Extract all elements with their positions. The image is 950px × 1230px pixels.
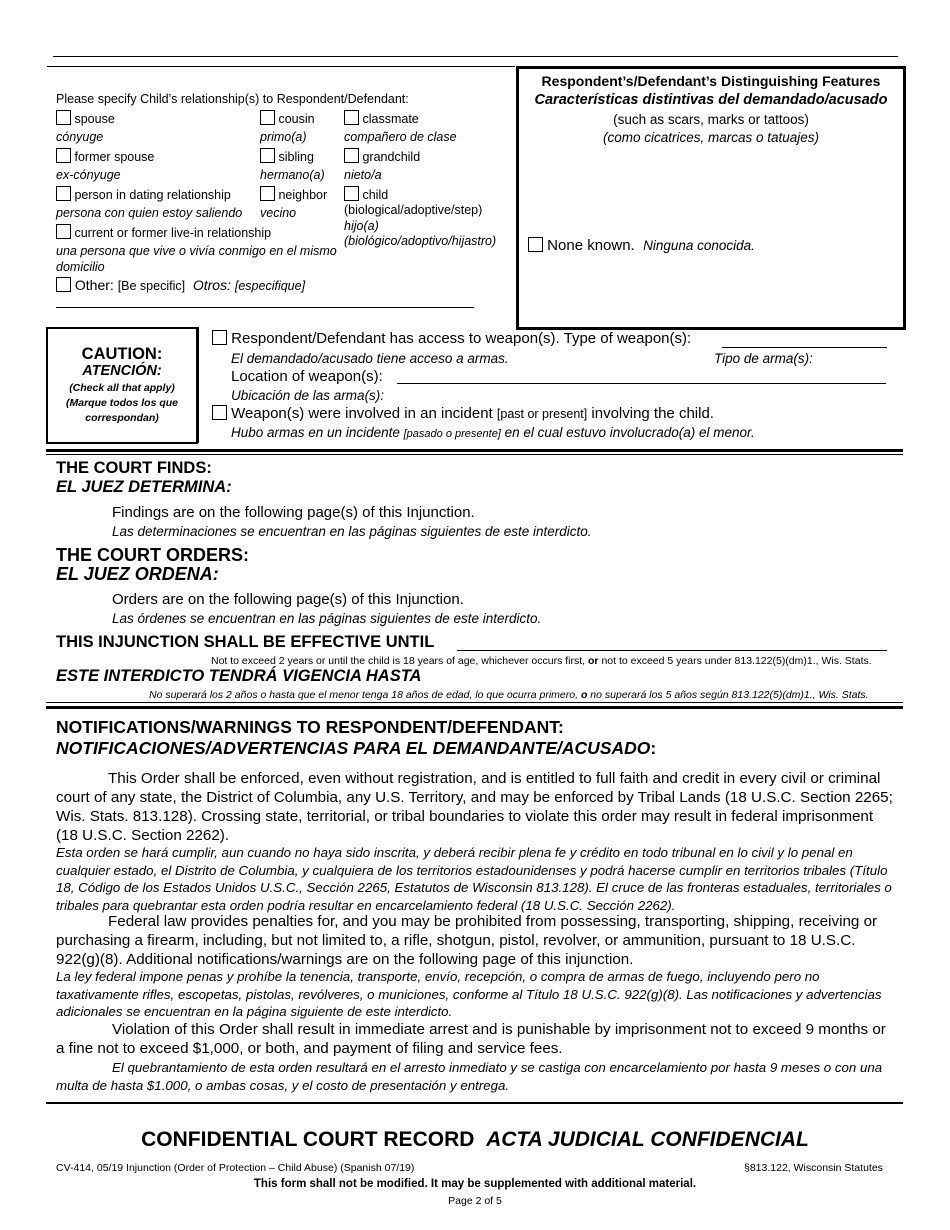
- confidential-en: CONFIDENTIAL COURT RECORD: [141, 1128, 475, 1151]
- former-spouse-option[interactable]: [56, 148, 154, 164]
- features-title-es: Características distintivas del demandado/acusado: [534, 92, 888, 108]
- option-label-es: cónyuge: [56, 130, 104, 144]
- caution-title-es: ATENCIÓN:: [82, 363, 162, 379]
- court-finds-title: THE COURT FINDS:: [56, 459, 212, 477]
- relationship-prompt: Please specify Child’s relationship(s) to Respondent/Defendant:: [56, 92, 409, 106]
- caution-title: CAUTION:: [81, 345, 163, 363]
- option-label: grandchild: [362, 150, 421, 164]
- weapon-incident-label-es: [231, 425, 755, 440]
- sibling-checkbox[interactable]: [260, 148, 275, 163]
- other-label-es: Otros:: [192, 277, 231, 293]
- cousin-checkbox[interactable]: [260, 110, 275, 125]
- court-orders-text-es: Las órdenes se encuentran en las páginas siguientes de este interdicto.: [112, 611, 542, 626]
- weapon-incident-label-b: [past or present]: [496, 407, 588, 421]
- confidential-heading: [0, 1128, 950, 1152]
- weapon-location-label: Location of weapon(s):: [231, 368, 383, 385]
- classmate-checkbox[interactable]: [344, 110, 359, 125]
- notification-p3: Violation of this Order shall result in immediate arrest and is punishable by imprisonment not to exceed 9 months or a fine not to exceed $1,000, or both, and payment of filing and service fees.: [56, 1021, 886, 1057]
- live-in-checkbox[interactable]: [56, 224, 71, 239]
- effective-note-es: [149, 689, 869, 701]
- weapon-incident-label: Weapon(s) were involved in an incident: [231, 405, 493, 422]
- option-label: child: [362, 188, 389, 202]
- option-label-es: nieto/a: [344, 168, 382, 182]
- other-option[interactable]: [56, 277, 305, 293]
- confidential-es: ACTA JUDICIAL CONFIDENCIAL: [486, 1128, 809, 1151]
- court-finds-text: Findings are on the following page(s) of this Injunction.: [112, 504, 475, 521]
- weapon-type-label-es: Tipo de arma(s):: [714, 351, 813, 366]
- option-label: current or former live-in relationship: [74, 226, 272, 240]
- other-checkbox[interactable]: [56, 277, 71, 292]
- effective-until-title: THIS INJUNCTION SHALL BE EFFECTIVE UNTIL: [56, 633, 435, 651]
- none-known-label: None known.: [547, 237, 635, 254]
- court-finds-title-es: EL JUEZ DETERMINA:: [56, 478, 232, 496]
- statute-ref: §813.122, Wisconsin Statutes: [744, 1162, 883, 1174]
- option-label: person in dating relationship: [74, 188, 231, 202]
- none-known-label-es: Ninguna conocida.: [643, 238, 755, 253]
- caution-box: [46, 327, 198, 444]
- features-title: Respondent’s/Defendant’s Distinguishing Features: [541, 73, 881, 89]
- option-label-es: hermano(a): [260, 168, 325, 182]
- weapon-incident-label-c: involving the child.: [591, 405, 714, 422]
- caution-check-note: (Check all that apply): [69, 382, 175, 394]
- effective-note-a: Not to exceed 2 years or until the child is 18 years of age, whichever occurs first,: [211, 655, 586, 667]
- effective-note-es-b: no superará los 5 años según 813.122(5)(dm)1., Wis. Stats.: [590, 689, 869, 701]
- option-label: neighbor: [278, 188, 328, 202]
- neighbor-option[interactable]: [260, 186, 327, 202]
- live-in-option[interactable]: [56, 224, 271, 240]
- dating-option[interactable]: [56, 186, 231, 202]
- dating-checkbox[interactable]: [56, 186, 71, 201]
- notification-p2-es: La ley federal impone penas y prohíbe la tenencia, transporte, envío, recepción, o compra de armas de fuego, incluyendo pero no taxativamente rifles, escopetas, pistolas, revólveres, o municiones, conforme al Título 18 U.S.C. 922(g)(8). Las notificaciones y advertencias adicionales se encuentran en la página siguiente de este interdicto.: [56, 969, 882, 1019]
- option-label-es: vecino: [260, 206, 297, 220]
- weapon-access-checkbox[interactable]: [212, 330, 227, 345]
- features-subtitle: (such as scars, marks or tattoos): [613, 112, 809, 127]
- double-rule-2: [46, 702, 903, 703]
- option-label: sibling: [278, 150, 314, 164]
- form-id: CV-414, 05/19 Injunction (Order of Protection – Child Abuse) (Spanish 07/19): [56, 1162, 415, 1174]
- grandchild-checkbox[interactable]: [344, 148, 359, 163]
- notifications-title-es: NOTIFICACIONES/ADVERTENCIAS PARA EL DEMANDANTE/ACUSADO: [56, 738, 651, 758]
- child-checkbox[interactable]: [344, 186, 359, 201]
- court-finds-text-es: Las determinaciones se encuentran en las páginas siguientes de este interdicto.: [112, 524, 592, 539]
- weapon-incident-label-es-b: [pasado o presente]: [403, 428, 501, 440]
- effective-note: [211, 655, 872, 667]
- effective-note-b: not to exceed 5 years under 813.122(5)(dm)1., Wis. Stats.: [601, 655, 872, 667]
- notification-p1-es: Esta orden se hará cumplir, aun cuando no haya sido inscrita, y deberá recibir plena fe y crédito en todo tribunal en lo civil y lo penal en cualquier estado, el Distrito de Columbia, y cualquiera de los territorios estadounidenses y podrá hacerse cumplir en territorios tribales (Título 18, Código de los Estados Unidos U.S.C., Sección 2265, Estatutos de Wisconsin 813.128). El cruce de las fronteras estaduales, territoriales o tribales para quebrantar esta orden podría resultar en encarcelamiento federal (18 U.S.C. Sección 2262).: [56, 845, 892, 913]
- option-label-detail: (biological/adoptive/step): [344, 203, 483, 217]
- court-orders-title: THE COURT ORDERS:: [56, 545, 249, 565]
- child-option[interactable]: [344, 186, 388, 202]
- other-label: Other:: [74, 277, 114, 293]
- footer-rule: [46, 1102, 903, 1104]
- classmate-option[interactable]: [344, 110, 419, 126]
- court-orders-text: Orders are on the following page(s) of this Injunction.: [112, 591, 464, 608]
- notification-p1: This Order shall be enforced, even without registration, and is entitled to full faith and credit in every civil or criminal court of any state, the District of Columbia, any U.S. Territory, and may be enforced by Tribal Lands (18 U.S.C. Section 2265; Wis. Stats. 813.128). Crossing state, territorial, or tribal boundaries to violate this order may result in federal imprisonment (18 U.S.C. Section 2262).: [56, 770, 893, 844]
- other-hint-es: [especifique]: [234, 279, 306, 293]
- section-rule: [47, 66, 515, 67]
- notifications-title: NOTIFICATIONS/WARNINGS TO RESPONDENT/DEFENDANT:: [56, 717, 564, 737]
- notification-p3-es: El quebrantamiento de esta orden resultará en el arresto inmediato y se castiga con encarcelamiento por hasta 9 meses o con una multa de hasta $1.000, o ambas cosas, y el costo de presentación y entrega.: [56, 1060, 883, 1093]
- option-label: spouse: [74, 112, 115, 126]
- effective-until-input[interactable]: [457, 650, 887, 651]
- weapon-access-label: Respondent/Defendant has access to weapon(s). Type of weapon(s):: [231, 330, 692, 347]
- option-label-es: hijo(a): [344, 219, 379, 233]
- none-known-checkbox[interactable]: [528, 237, 543, 252]
- effective-note-es-a: No superará los 2 años o hasta que el menor tenga 18 años de edad, lo que ocurra primero,: [149, 689, 579, 701]
- page-number: Page 2 of 5: [448, 1195, 502, 1207]
- grandchild-option[interactable]: [344, 148, 420, 164]
- weapon-type-input[interactable]: [722, 347, 887, 348]
- neighbor-checkbox[interactable]: [260, 186, 275, 201]
- option-label: former spouse: [74, 150, 155, 164]
- effective-note-es-o: o: [580, 689, 588, 701]
- notification-p2: Federal law provides penalties for, and you may be prohibited from possessing, transporting, shipping, receiving or purchasing a firearm, including, but not limited to, a rifle, shotgun, pistol, revolver, or ammunition, pursuant to 18 U.S.C. 922(g)(8). Additional notifications/warnings are on the following page of this injunction.: [56, 913, 878, 968]
- weapon-incident-checkbox[interactable]: [212, 405, 227, 420]
- features-subtitle-es: (como cicatrices, marcas o tatuajes): [602, 130, 820, 145]
- notifications-title-es-wrap: [56, 738, 656, 759]
- option-label-es: primo(a): [260, 130, 307, 144]
- weapon-location-input[interactable]: [397, 383, 886, 384]
- option-label-es: persona con quien estoy saliendo: [56, 206, 243, 220]
- cousin-option[interactable]: [260, 110, 315, 126]
- sibling-option[interactable]: [260, 148, 314, 164]
- other-input-line[interactable]: [56, 307, 474, 308]
- notifications-title-colon: :: [650, 738, 657, 758]
- weapon-access-label-es: El demandado/acusado tiene acceso a armas.: [231, 351, 509, 366]
- option-label-es: una persona que vive o vivía conmigo en el mismo domicilio: [56, 244, 337, 274]
- option-label: cousin: [278, 112, 315, 126]
- double-rule-thin: [46, 454, 903, 455]
- option-label-es-detail: (biológico/adoptivo/hijastro): [344, 234, 497, 248]
- weapon-incident-option[interactable]: [212, 405, 714, 422]
- double-rule: [46, 449, 903, 452]
- none-known-option[interactable]: [528, 237, 755, 254]
- features-box: [516, 66, 906, 330]
- double-rule-2-thick: [46, 706, 903, 709]
- option-label-es: ex-cónyuge: [56, 168, 121, 182]
- caution-divider: [197, 327, 199, 443]
- court-orders-title-es: EL JUEZ ORDENA:: [56, 564, 219, 584]
- caution-check-note-es: (Marque todos los que: [65, 397, 178, 409]
- spouse-checkbox[interactable]: [56, 110, 71, 125]
- weapon-incident-label-es-c: en el cual estuvo involucrado(a) el menor.: [504, 425, 755, 440]
- former-spouse-checkbox[interactable]: [56, 148, 71, 163]
- other-hint: [Be specific]: [117, 279, 186, 293]
- weapon-access-option[interactable]: [212, 330, 691, 347]
- modification-notice: This form shall not be modified. It may be supplemented with additional material.: [253, 1178, 697, 1190]
- effective-note-or: or: [588, 655, 599, 667]
- weapon-incident-label-es-a: Hubo armas en un incidente: [231, 425, 400, 440]
- option-label-es: compañero de clase: [344, 130, 457, 144]
- caution-check-note-es-2: correspondan): [85, 412, 159, 424]
- effective-until-title-es: ESTE INTERDICTO TENDRÁ VIGENCIA HASTA: [56, 667, 422, 685]
- top-rule: [53, 56, 898, 57]
- weapon-location-label-es: Ubicación de las arma(s):: [231, 388, 385, 403]
- option-label: classmate: [362, 112, 419, 126]
- spouse-option[interactable]: [56, 110, 115, 126]
